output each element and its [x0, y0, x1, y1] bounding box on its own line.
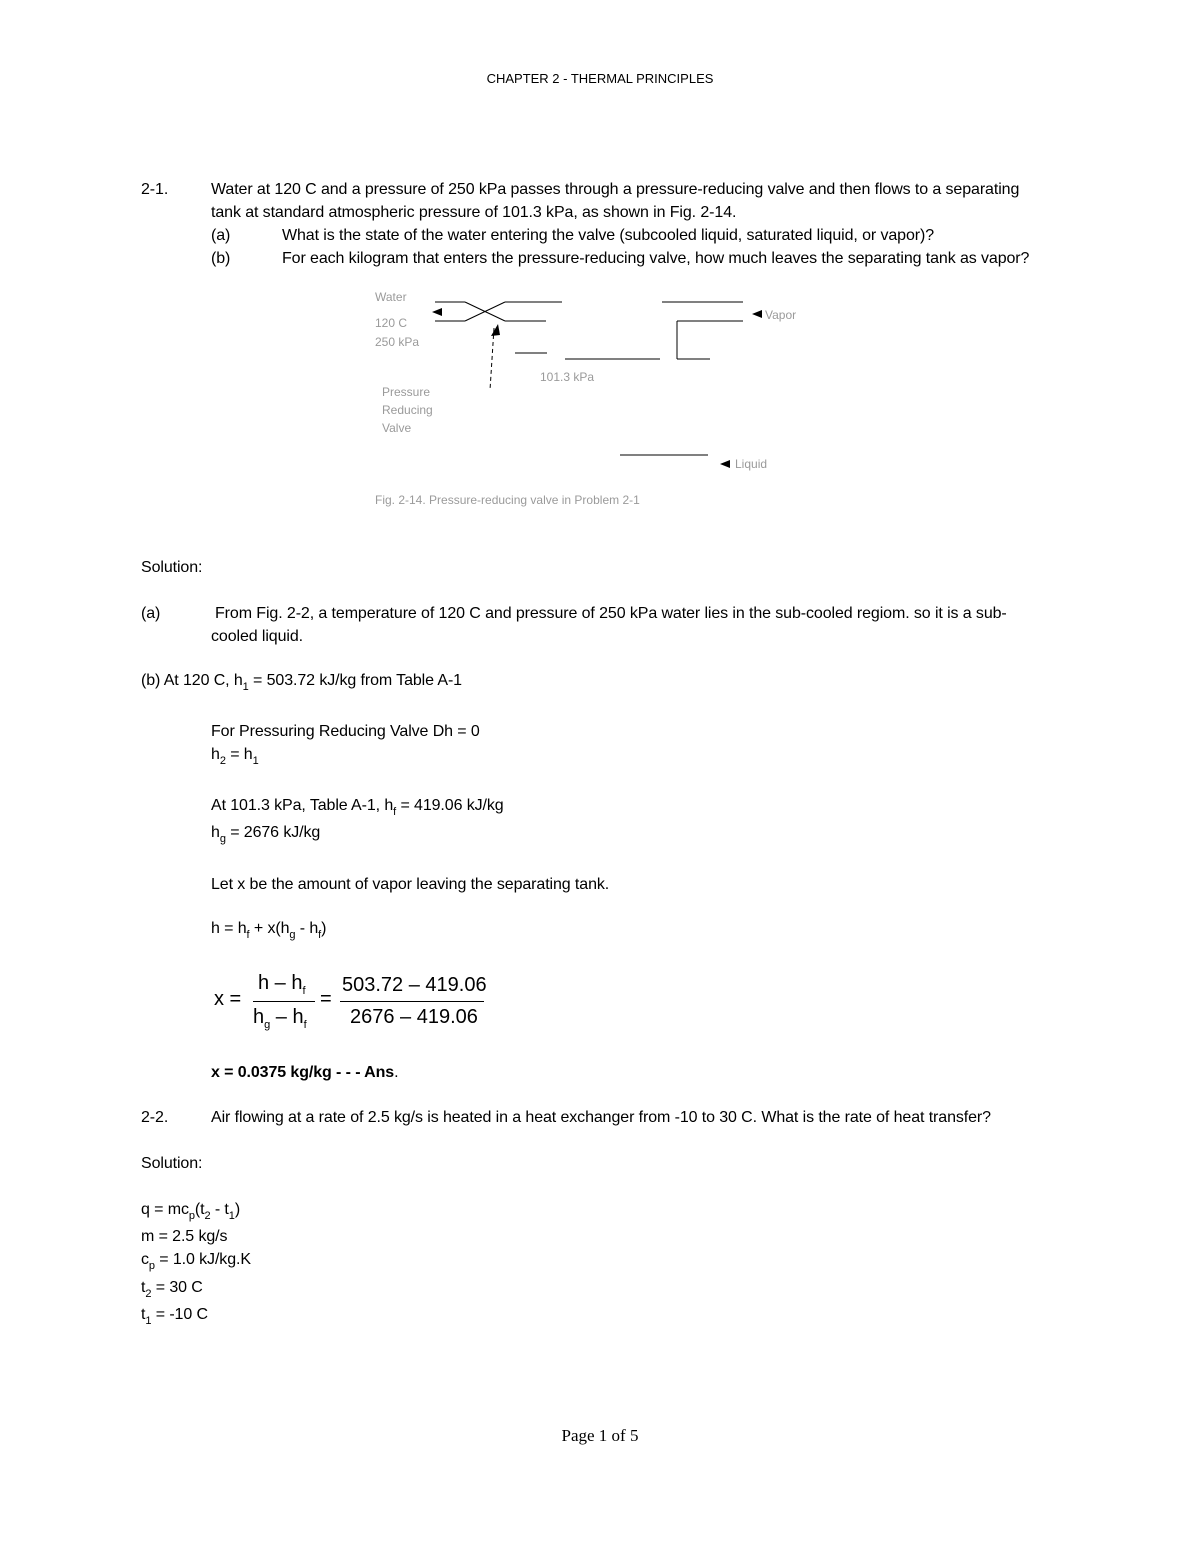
- solution-b-line: (b) At 120 C, $h_1 = 503.72$ kJ/kg from Table A-1: [141, 672, 462, 693]
- fraction-x: x =: [214, 988, 242, 1010]
- figure-2-14: [360, 280, 840, 515]
- mass-flow-line: m = 2.5 kg/s: [141, 1228, 228, 1245]
- figure-label-vapor: Vapor: [765, 308, 797, 322]
- problem-text-line2: tank at standard atmospheric pressure of 101.3 kPa, as shown in Fig. 2-14.: [211, 204, 737, 221]
- figure-label-valve-1: Pressure: [382, 385, 431, 399]
- heat-transfer-equation: $q = mc_p(t_2 - t_1)$: [141, 1201, 241, 1222]
- solution-a-line1: From Fig. 2-2, a temperature of 120 C and pressure of 250 kPa water lies in the sub-cooled regiom. so it is a sub-: [215, 605, 1007, 622]
- fraction1-denominator: $h_g - h_f$: [253, 1006, 307, 1031]
- figure-label-valve-2: Reducing: [382, 403, 433, 417]
- figure-label-pressure: 250 kPa: [375, 335, 420, 349]
- t2-line: $t_2 = 30$ C: [141, 1279, 203, 1300]
- problem2-number: 2-2.: [141, 1109, 169, 1126]
- fraction2-denominator: 2676 – 419.06: [350, 1006, 478, 1028]
- prv-statement: For Pressuring Reducing Valve Dh = 0: [211, 723, 480, 740]
- figure-caption: Fig. 2-14. Pressure-reducing valve in Problem 2-1: [375, 493, 640, 507]
- problem-text-line1: Water at 120 C and a pressure of 250 kPa passes through a pressure-reducing valve and then flows to a separating: [211, 181, 1020, 198]
- figure-label-temp: 120 C: [375, 316, 408, 330]
- solution-a-label: (a): [141, 605, 161, 622]
- figure-label-tank-pressure: 101.3 kPa: [540, 370, 595, 384]
- part-a-label: (a): [211, 227, 231, 244]
- part-b-text: For each kilogram that enters the pressure-reducing valve, how much leaves the separating tank as vapor?: [282, 250, 1030, 267]
- fraction-equals: =: [320, 988, 332, 1010]
- problem2-text: Air flowing at a rate of 2.5 kg/s is heated in a heat exchanger from -10 to 30 C. What is the rate of heat transfer?: [211, 1109, 991, 1126]
- fraction1-bar: [253, 1001, 315, 1002]
- hf-line: At 101.3 kPa, Table A-1, $h_f = 419.06$ kJ/kg: [211, 797, 504, 818]
- page-footer: Page 1 of 5: [561, 1426, 639, 1445]
- fraction1-numerator: h – $h_f$: [258, 972, 306, 997]
- fraction2-bar: [340, 1001, 484, 1002]
- cp-line: $c_p = 1.0$ kJ/kg.K: [141, 1251, 251, 1272]
- part-b-label: (b): [211, 250, 231, 267]
- solution-label: Solution:: [141, 559, 203, 576]
- problem-number: 2-1.: [141, 181, 169, 198]
- page-header: CHAPTER 2 - THERMAL PRINCIPLES: [486, 71, 714, 86]
- solution-a-line2: cooled liquid.: [211, 628, 303, 645]
- h2-equation: $h_2 = h_1$: [211, 746, 259, 767]
- figure-label-liquid: Liquid: [735, 457, 768, 471]
- figure-label-valve-3: Valve: [382, 421, 412, 435]
- let-x-statement: Let x be the amount of vapor leaving the separating tank.: [211, 876, 610, 893]
- enthalpy-equation: $h = h_f + x(h_g - h_f)$: [211, 920, 327, 941]
- fraction2-numerator: 503.72 – 419.06: [342, 974, 487, 996]
- figure-label-water: Water: [375, 290, 407, 304]
- solution2-label: Solution:: [141, 1155, 203, 1172]
- t1-line: $t_1 = -10$ C: [141, 1306, 208, 1327]
- hg-line: $h_g = 2676$ kJ/kg: [211, 824, 321, 845]
- part-a-text: What is the state of the water entering the valve (subcooled liquid, saturated liquid, or vapor)?: [282, 227, 935, 244]
- answer-line: x = 0.0375 kg/kg - - - Ans.: [211, 1064, 399, 1081]
